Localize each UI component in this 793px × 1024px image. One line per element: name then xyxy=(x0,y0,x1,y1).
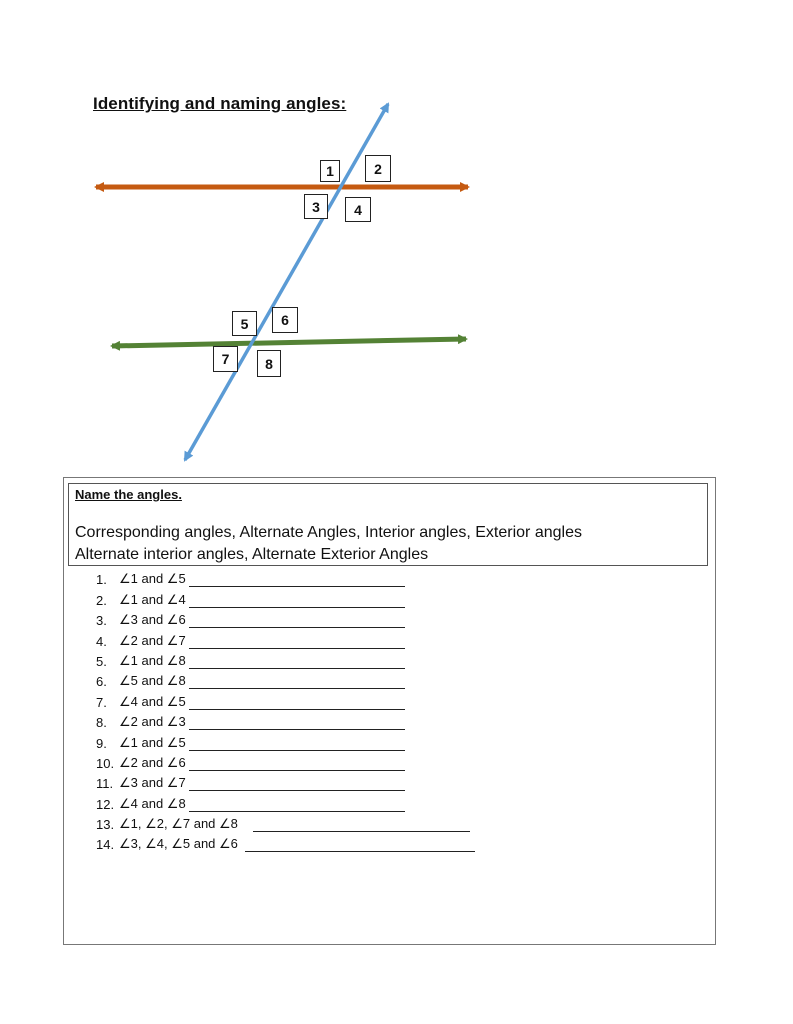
question-number: 13. xyxy=(96,817,115,833)
question-number: 2. xyxy=(96,592,107,608)
question-text: ∠1 and ∠8 xyxy=(119,652,186,668)
answer-blank[interactable] xyxy=(189,736,405,751)
angle-label-2: 2 xyxy=(365,155,391,182)
worksheet-title: Identifying and naming angles: xyxy=(93,94,347,113)
question-item xyxy=(96,832,475,852)
question-number: 1. xyxy=(96,572,107,588)
question-text: ∠1, ∠2, ∠7 and ∠8 xyxy=(119,816,238,832)
question-text: ∠4 and ∠5 xyxy=(119,693,186,709)
question-number: 5. xyxy=(96,653,107,669)
answer-blank[interactable] xyxy=(245,837,475,852)
question-item xyxy=(96,628,475,648)
question-text: ∠1 and ∠5 xyxy=(119,734,186,750)
question-item xyxy=(96,710,475,730)
transversal-line xyxy=(185,104,388,460)
question-text: ∠3 and ∠6 xyxy=(119,612,186,628)
answer-choices-line-1: Corresponding angles, Alternate Angles, Interior angles, Exterior angles xyxy=(75,524,582,541)
angle-label-3: 3 xyxy=(304,194,328,219)
question-number: 6. xyxy=(96,674,107,690)
instructions-heading: Name the angles. xyxy=(75,487,182,502)
question-number: 14. xyxy=(96,837,115,853)
answer-blank[interactable] xyxy=(189,674,405,689)
question-number: 8. xyxy=(96,715,107,731)
answer-blank[interactable] xyxy=(189,797,405,812)
question-item xyxy=(96,751,475,771)
answer-blank[interactable] xyxy=(189,695,405,710)
answer-blank[interactable] xyxy=(189,776,405,791)
question-item xyxy=(96,689,475,709)
question-text: ∠3, ∠4, ∠5 and ∠6 xyxy=(119,836,238,852)
answer-blank[interactable] xyxy=(189,715,405,730)
question-item xyxy=(96,587,475,607)
question-item xyxy=(96,812,475,832)
question-number: 3. xyxy=(96,613,107,629)
angle-label-6: 6 xyxy=(272,307,298,333)
answer-choices xyxy=(75,522,582,566)
question-number: 10. xyxy=(96,755,115,771)
question-text: ∠3 and ∠7 xyxy=(119,775,186,791)
question-text: ∠2 and ∠7 xyxy=(119,632,186,648)
answer-blank[interactable] xyxy=(189,634,405,649)
parallel-lines-transversal-diagram xyxy=(0,0,793,470)
question-text: ∠4 and ∠8 xyxy=(119,795,186,811)
question-item xyxy=(96,669,475,689)
question-number: 9. xyxy=(96,735,107,751)
answer-blank[interactable] xyxy=(189,613,405,628)
question-list xyxy=(96,567,475,852)
question-number: 12. xyxy=(96,796,115,812)
answer-blank[interactable] xyxy=(189,572,405,587)
question-text: ∠2 and ∠6 xyxy=(119,754,186,770)
question-number: 7. xyxy=(96,694,107,710)
question-text: ∠2 and ∠3 xyxy=(119,714,186,730)
question-text: ∠1 and ∠4 xyxy=(119,591,186,607)
question-number: 4. xyxy=(96,633,107,649)
question-item xyxy=(96,771,475,791)
question-item xyxy=(96,608,475,628)
answer-blank[interactable] xyxy=(189,756,405,771)
answer-choices-line-2: Alternate interior angles, Alternate Exterior Angles xyxy=(75,546,429,563)
question-item xyxy=(96,791,475,811)
question-item xyxy=(96,567,475,587)
question-text: ∠5 and ∠8 xyxy=(119,673,186,689)
question-item xyxy=(96,730,475,750)
answer-blank[interactable] xyxy=(253,817,470,832)
answer-blank[interactable] xyxy=(189,593,405,608)
question-item xyxy=(96,649,475,669)
bottom-parallel-line xyxy=(112,339,466,346)
angle-label-7: 7 xyxy=(213,346,238,372)
angle-label-8: 8 xyxy=(257,350,281,377)
angle-label-4: 4 xyxy=(345,197,371,222)
instructions-box xyxy=(68,483,708,566)
angle-label-1: 1 xyxy=(320,160,340,182)
question-number: 11. xyxy=(96,776,114,792)
answer-blank[interactable] xyxy=(189,654,405,669)
angle-label-5: 5 xyxy=(232,311,257,336)
question-text: ∠1 and ∠5 xyxy=(119,571,186,587)
